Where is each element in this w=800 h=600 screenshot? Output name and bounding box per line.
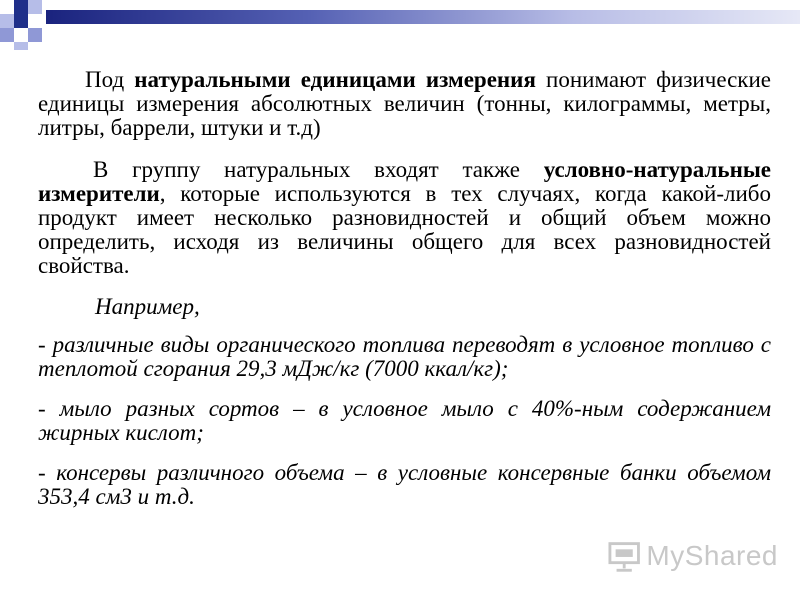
paragraph-text: В группу натуральных входят также — [93, 157, 544, 182]
paragraph-term-bold: натуральными единицами измерения — [134, 67, 536, 92]
paragraph-natural-units — [38, 68, 771, 140]
example-item: - консервы различного объема – в условные консервные банки объемом 353,4 см3 и т.д. — [38, 460, 771, 509]
watermark-text: MyShared — [646, 540, 778, 571]
decor-square — [0, 28, 14, 42]
projector-screen-icon — [608, 539, 640, 573]
example-item: - мыло разных сортов – в условное мыло с 40%-ным содержанием жирных кислот; — [38, 396, 771, 445]
header-gradient-bar — [46, 10, 800, 24]
paragraph-term-bold: условно-натуральные измерители — [38, 157, 771, 206]
decor-square — [14, 14, 28, 28]
decor-square — [14, 0, 28, 14]
watermark — [608, 537, 778, 575]
decor-square — [14, 42, 28, 50]
slide-body — [38, 68, 771, 509]
paragraph-conditional-units — [38, 158, 771, 278]
example-heading: Например, — [95, 294, 200, 319]
paragraph-text: понимают физические единицы измерения абсолютных величин (тонны, килограммы, метры, литры, баррели, штуки и т.д) — [38, 67, 771, 140]
decor-square — [28, 14, 42, 28]
decor-square — [14, 28, 28, 42]
example-item: - различные виды органического топлива переводят в условное топливо с теплотой сгорания 29,3 мДж/кг (7000 ккал/кг); — [38, 332, 771, 381]
decor-square — [0, 14, 14, 28]
paragraph-text: , которые используются в тех случаях, когда какой-либо продукт имеет несколько разновидностей и общий объем можно определить, исходя из величины общего для всех разновидностей свойства. — [38, 181, 771, 278]
paragraph-text: Под — [85, 67, 135, 92]
decor-square — [28, 28, 42, 42]
decor-square — [28, 0, 42, 14]
